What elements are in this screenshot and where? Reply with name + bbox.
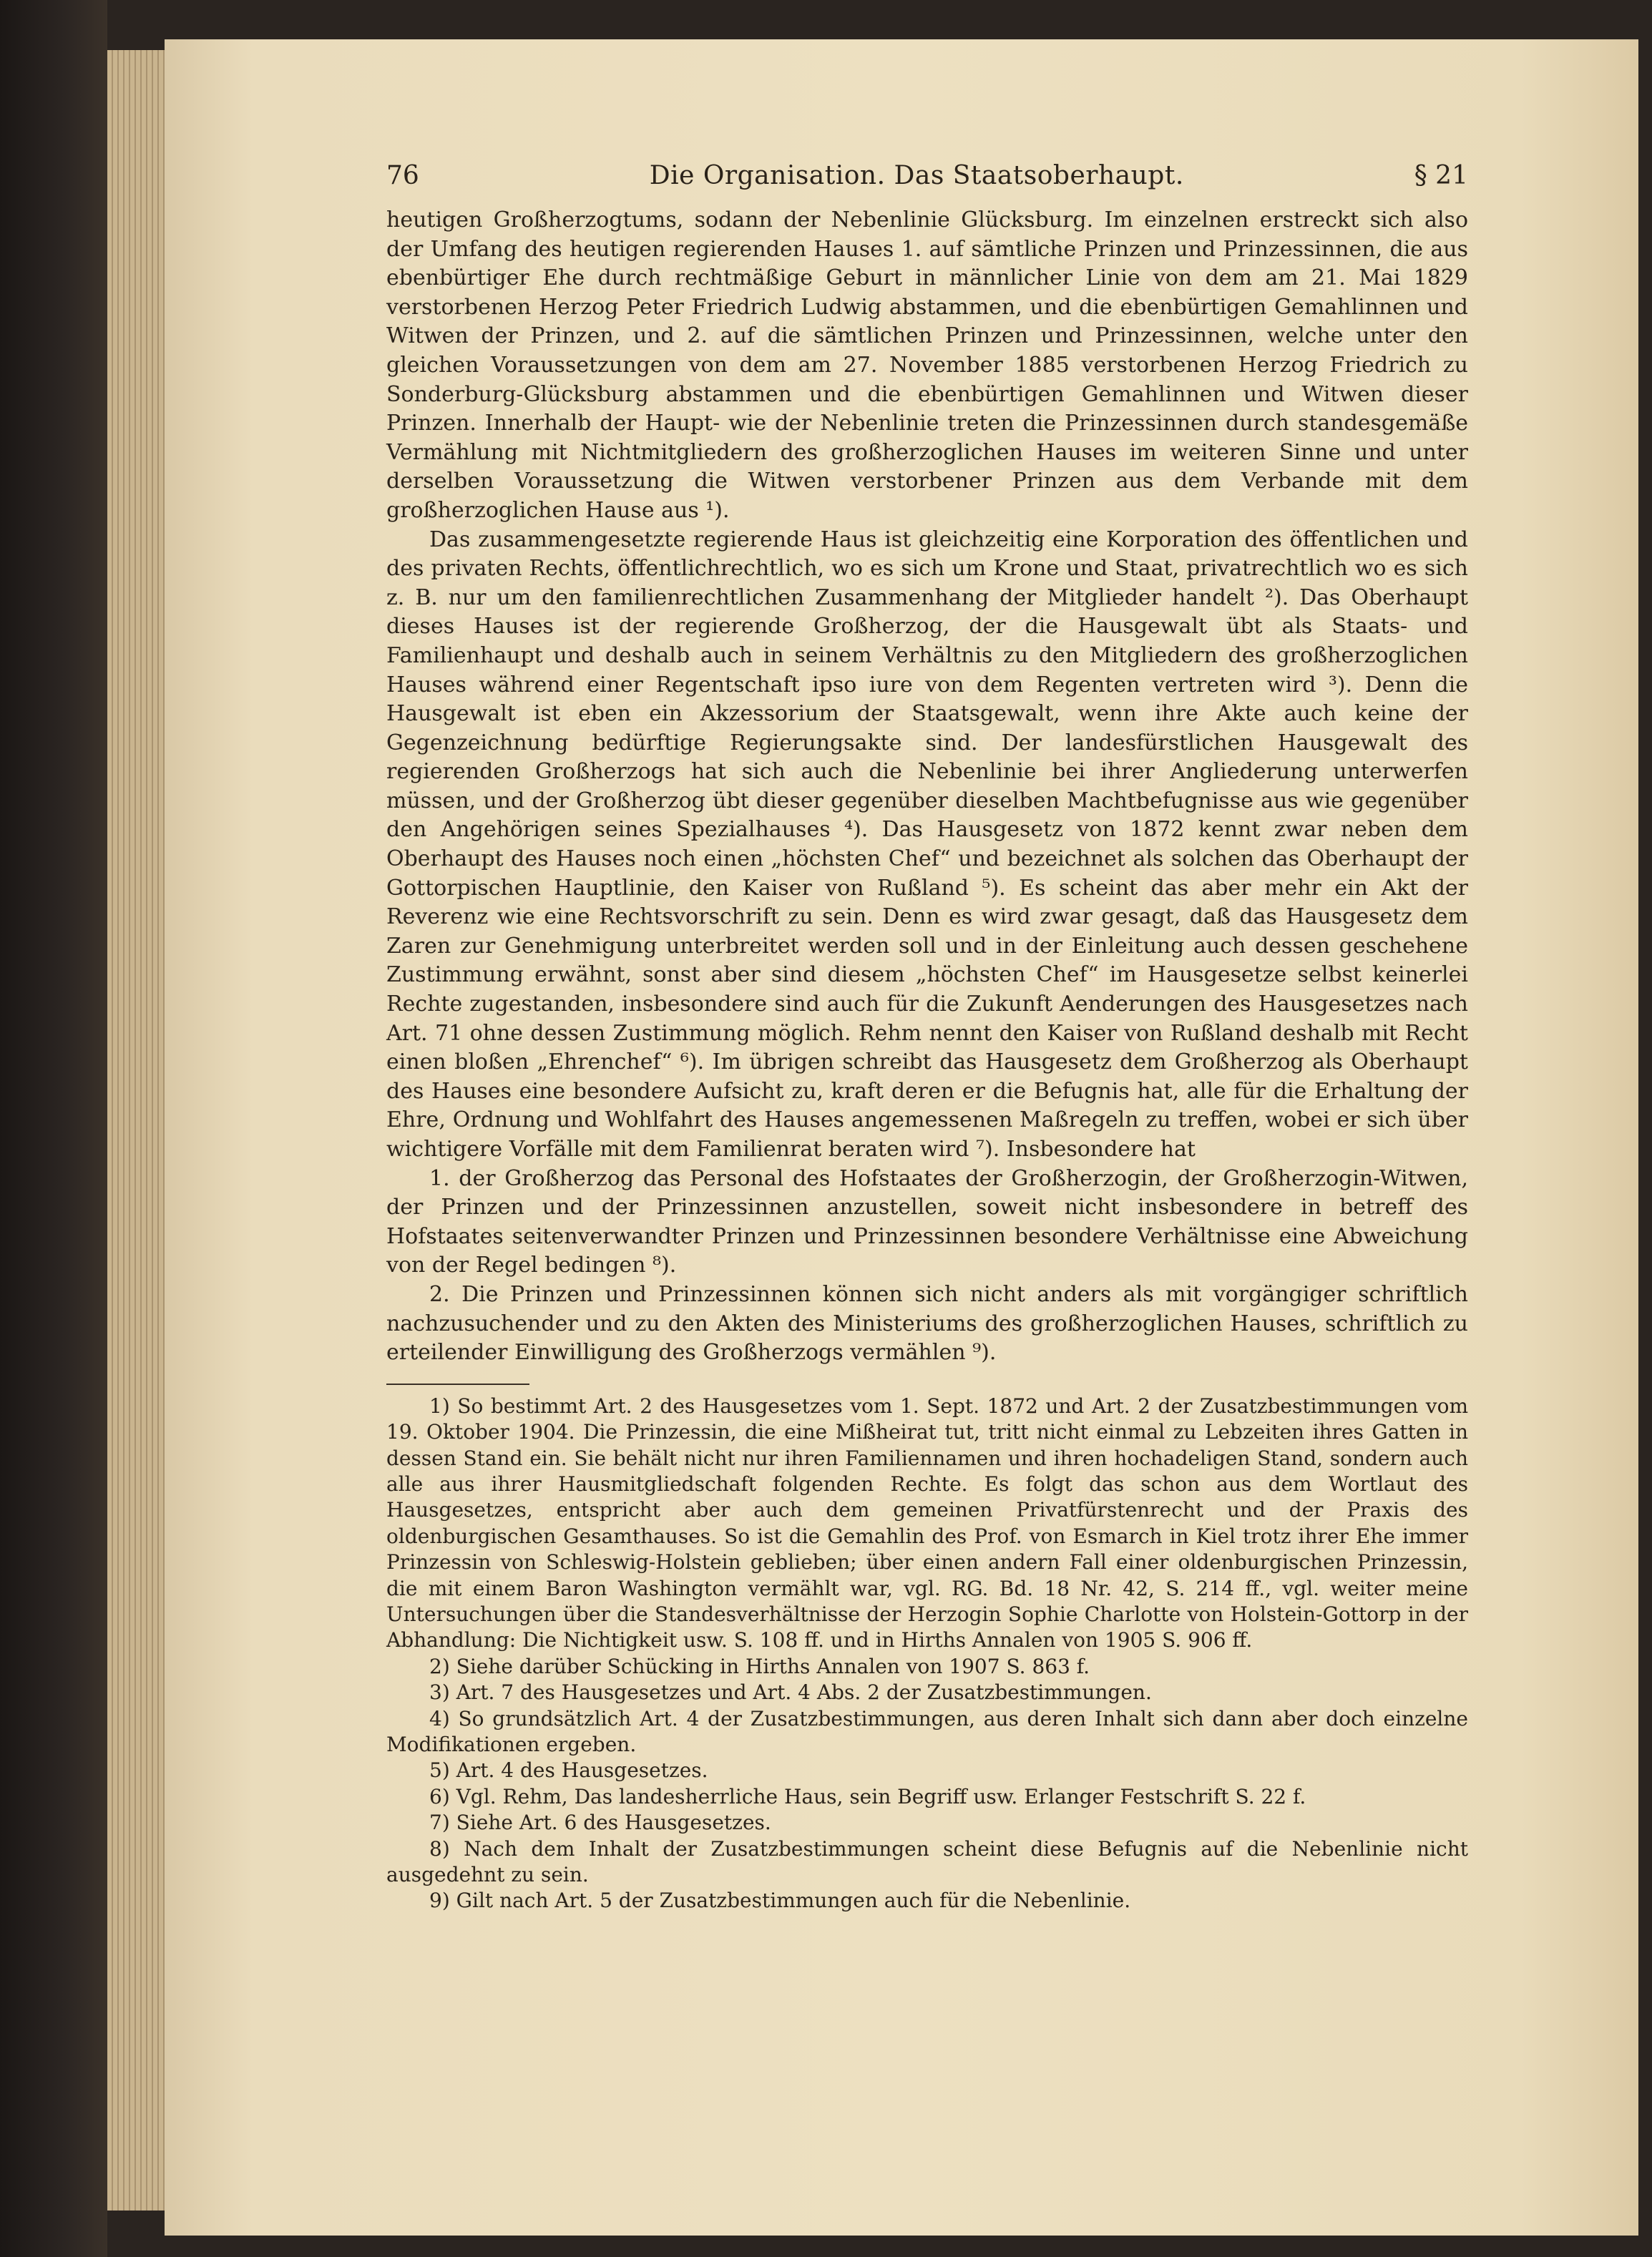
paragraph-3: 1. der Großherzog das Personal des Hofstaates der Großherzogin, der Großherzogin-Witwen, der Prinzen und der Prinzessinnen anzustellen, soweit nicht insbesondere in betreff des Hofstaates seitenverwandter Prinzen und Prinzessinnen besondere Verhältnisse eine Abweichung von der Regel bedingen ⁸).: [386, 1165, 1468, 1278]
running-header: [386, 161, 1468, 206]
footnote-6: 6) Vgl. Rehm, Das landesherrliche Haus, sein Begriff usw. Erlanger Festschrift S. 22 f.: [429, 1784, 1306, 1808]
body-text: [386, 206, 1468, 1368]
book-binding: [0, 0, 107, 2257]
page-content: [386, 161, 1468, 1914]
footnote-2: 2) Siehe darüber Schücking in Hirths Annalen von 1907 S. 863 f.: [429, 1654, 1090, 1678]
footnote-1: 1) So bestimmt Art. 2 des Hausgesetzes vom 1. Sept. 1872 und Art. 2 der Zusatzbestimmungen vom 19. Oktober 1904. Die Prinzessin, die eine Mißheirat tut, tritt nicht einmal zu Lebzeiten ihres Gatten in dessen Stand ein. Sie behält nicht nur ihren Familiennamen und ihren hochadeligen Stand, sondern auch alle aus ihrer Hausmitgliedschaft folgenden Rechte. Es folgt das schon aus dem Wortlaut des Hausgesetzes, entspricht aber auch dem gemeinen Privatfürstenrecht und der Praxis des oldenburgischen Gesamthauses. So ist die Gemahlin des Prof. von Esmarch in Kiel trotz ihrer Ehe immer Prinzessin von Schleswig-Holstein geblieben; über einen andern Fall einer oldenburgischen Prinzessin, die mit einem Baron Washington vermählt war, vgl. RG. Bd. 18 Nr. 42, S. 214 ff., vgl. weiter meine Untersuchungen über die Standesverhältnisse der Herzogin Sophie Charlotte von Holstein-Gottorp in der Abhandlung: Die Nichtigkeit usw. S. 108 ff. und in Hirths Annalen von 1905 S. 906 ff.: [386, 1394, 1468, 1653]
running-title: Die Organisation. Das Staatsoberhaupt.: [649, 161, 1184, 190]
footnote-5: 5) Art. 4 des Hausgesetzes.: [429, 1758, 708, 1783]
footnote-3: 3) Art. 7 des Hausgesetzes und Art. 4 Abs. 2 der Zusatzbestimmungen.: [429, 1680, 1152, 1705]
paragraph-4: 2. Die Prinzen und Prinzessinnen können sich nicht anders als mit vorgängiger schriftlich nachzusuchender und zu den Akten des Ministeriums des großherzoglichen Hauses, schriftlich zu erteilender Einwilligung des Großherzogs vermählen ⁹).: [386, 1281, 1468, 1366]
footnote-9: 9) Gilt nach Art. 5 der Zusatzbestimmungen auch für die Nebenlinie.: [429, 1889, 1131, 1913]
footnote-divider: [386, 1384, 529, 1385]
footnote-8: 8) Nach dem Inhalt der Zusatzbestimmungen scheint diese Befugnis auf die Nebenlinie nicht ausgedehnt zu sein.: [386, 1836, 1468, 1887]
paragraph-2: Das zusammengesetzte regierende Haus ist gleichzeitig eine Korporation des öffentlichen und des privaten Rechts, öffentlichrechtlich, wo es sich um Krone und Staat, privatrechtlich wo es sich z. B. nur um den familienrechtlichen Zusammenhang der Mitglieder handelt ²). Das Oberhaupt dieses Hauses ist der regierende Großherzog, der die Hausgewalt übt als Staats- und Familienhaupt und deshalb auch in seinem Verhältnis zu den Mitgliedern des großherzoglichen Hauses während einer Regentschaft ipso iure von dem Regenten vertreten wird ³). Denn die Hausgewalt ist eben ein Akzessorium der Staatsgewalt, wenn ihre Akte auch keine der Gegenzeichnung bedürftige Regierungsakte sind. Der landesfürstlichen Hausgewalt des regierenden Großherzogs hat sich auch die Nebenlinie bei ihrer Angliederung unterwerfen müssen, und der Großherzog übt dieser gegenüber dieselben Machtbefugnisse aus wie gegenüber den Angehörigen seines Spezialhauses ⁴). Das Hausgesetz von 1872 kennt zwar neben dem Oberhaupt des Hauses noch einen „höchsten Chef“ und bezeichnet als solchen das Oberhaupt der Gottorpischen Hauptlinie, den Kaiser von Rußland ⁵). Es scheint das aber mehr ein Akt der Reverenz wie eine Rechtsvorschrift zu sein. Denn es wird zwar gesagt, daß das Hausgesetz dem Zaren zur Genehmigung unterbreitet werden soll und in der Einleitung auch dessen geschehene Zustimmung erwähnt, sonst aber sind diesem „höchsten Chef“ im Hausgesetze selbst keinerlei Rechte zugestanden, insbesondere sind auch für die Zukunft Aenderungen des Hausgesetzes nach Art. 71 ohne dessen Zustimmung möglich. Rehm nennt den Kaiser von Rußland deshalb mit Recht einen bloßen „Ehrenchef“ ⁶). Im übrigen schreibt das Hausgesetz dem Großherzog als Oberhaupt des Hauses eine besondere Aufsicht zu, kraft deren er die Befugnis hat, alle für die Erhaltung der Ehre, Ordnung und Wohlfahrt des Hauses angemessenen Maßregeln zu treffen, wobei er sich über wichtigere Vorfälle mit dem Familienrat beraten wird ⁷). Insbesondere hat: [386, 527, 1468, 1162]
paragraph-1: heutigen Großherzogtums, sodann der Nebenlinie Glücksburg. Im einzelnen erstreckt sich also der Umfang des heutigen regierenden Hauses 1. auf sämtliche Prinzen und Prinzessinnen, die aus ebenbürtiger Ehe durch rechtmäßige Geburt in männlicher Linie von dem am 21. Mai 1829 verstorbenen Herzog Peter Friedrich Ludwig abstammen, und die ebenbürtigen Gemahlinnen und Witwen der Prinzen, und 2. auf die sämtlichen Prinzen und Prinzessinnen, welche unter den gleichen Voraussetzungen von dem am 27. November 1885 verstorbenen Herzog Friedrich zu Sonderburg-Glücksburg abstammen und die ebenbürtigen Gemahlinnen und Witwen dieser Prinzen. Innerhalb der Haupt- wie der Nebenlinie treten die Prinzessinnen durch standesgemäße Vermählung mit Nichtmitgliedern des großherzoglichen Hauses im weiteren Sinne und unter derselben Voraussetzung die Witwen verstorbener Prinzen aus dem Verbande mit dem großherzoglichen Hause aus ¹).: [386, 207, 1468, 523]
footnotes: [386, 1394, 1468, 1914]
footnote-4: 4) So grundsätzlich Art. 4 der Zusatzbestimmungen, aus deren Inhalt sich dann aber doch einzelne Modifikationen ergeben.: [386, 1706, 1468, 1757]
section-mark: § 21: [1414, 161, 1468, 190]
page-number: 76: [386, 161, 419, 190]
footnote-7: 7) Siehe Art. 6 des Hausgesetzes.: [429, 1811, 771, 1835]
